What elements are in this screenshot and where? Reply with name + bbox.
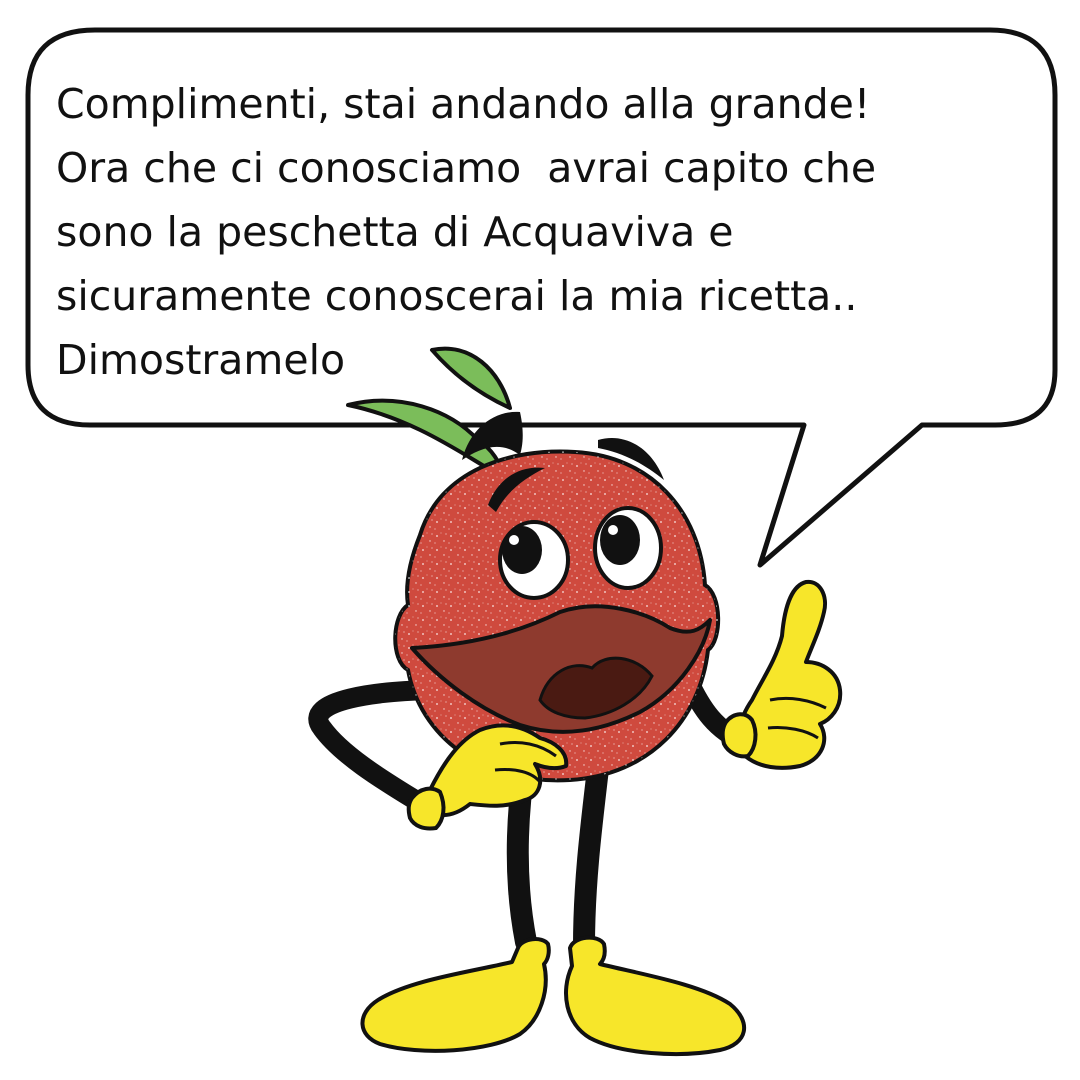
speech-line: Dimostramelo <box>56 336 346 384</box>
left-cuff <box>409 789 444 829</box>
speech-line: Ora che ci conosciamo avrai capito che <box>56 144 877 192</box>
left-eye <box>500 522 568 598</box>
speech-line: sicuramente conoscerai la mia ricetta.. <box>56 272 858 320</box>
speech-line: Complimenti, stai andando alla grande! <box>56 80 871 128</box>
right-eye <box>595 508 661 588</box>
left-shoe <box>362 939 548 1051</box>
speech-line: sono la peschetta di Acquaviva e <box>56 208 734 256</box>
right-leg <box>584 752 600 946</box>
right-shoe <box>566 938 744 1054</box>
right-cuff <box>723 714 756 756</box>
right-hand <box>723 582 841 768</box>
speech-text <box>56 72 1046 392</box>
